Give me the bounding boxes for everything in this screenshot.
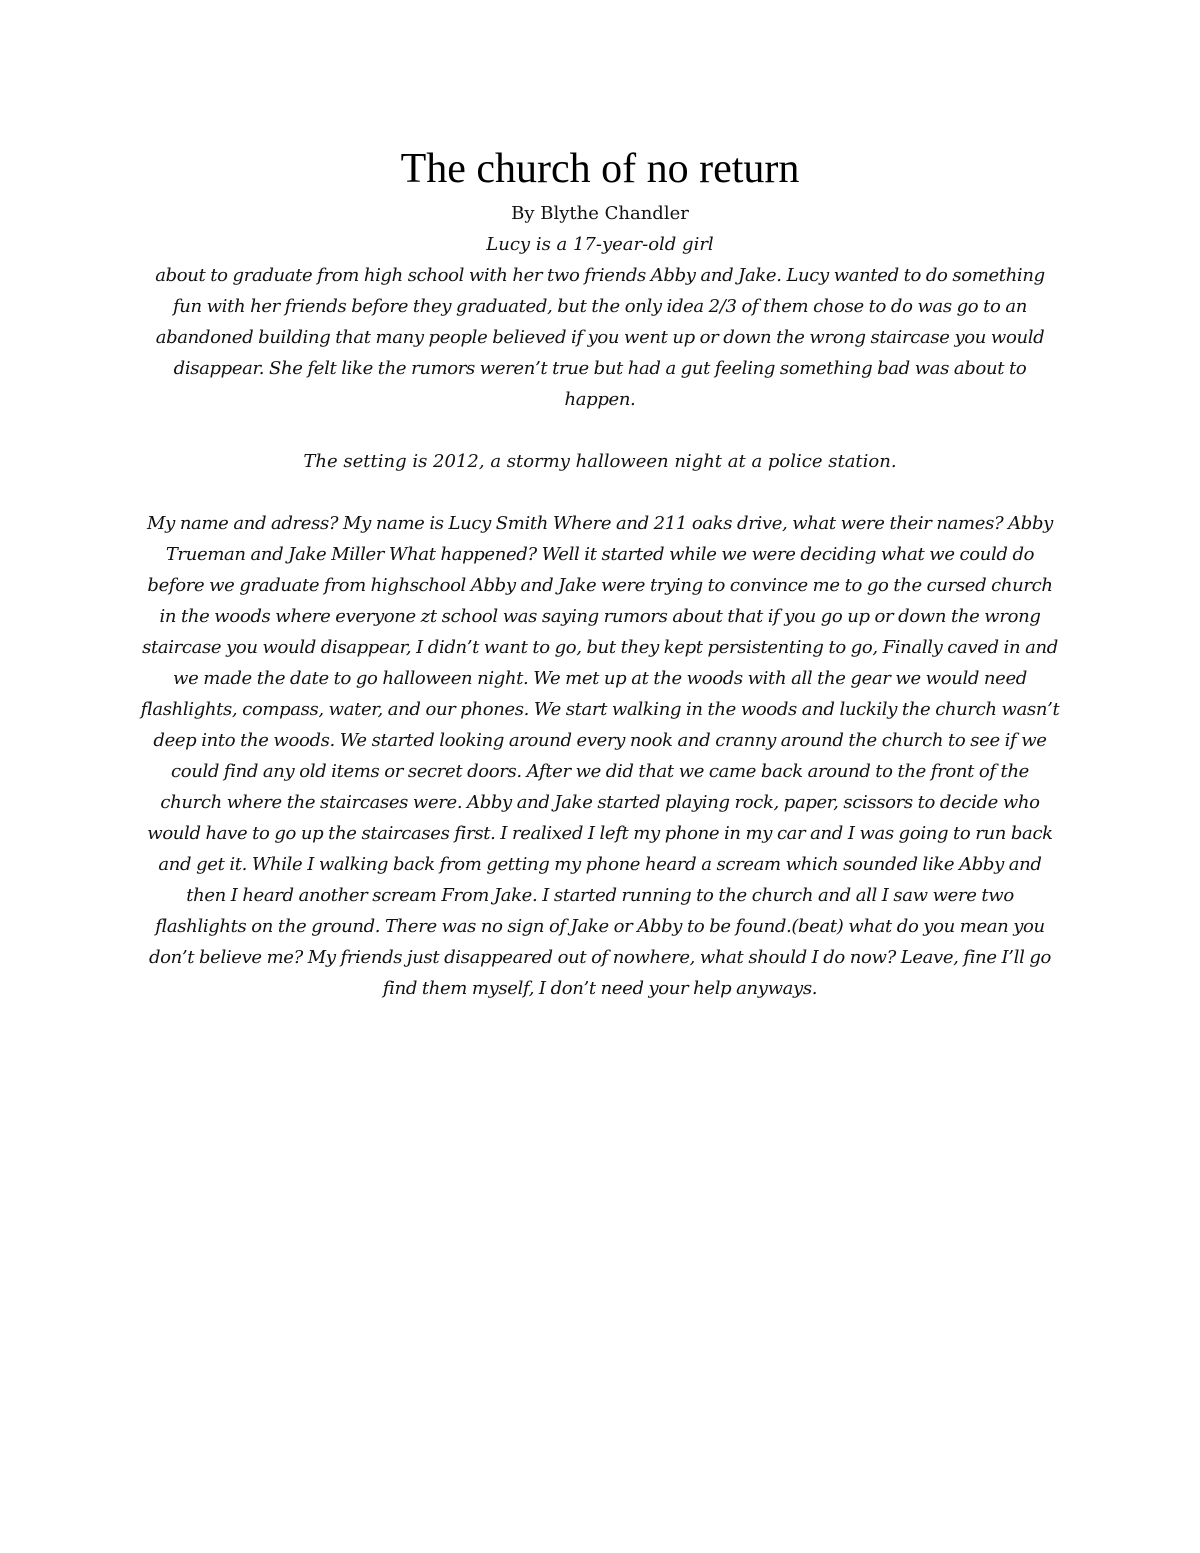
paragraph-gap	[140, 415, 1060, 446]
story-paragraph: My name and adress? My name is Lucy Smith Where and 211 oaks drive, what were their names? Abby Trueman and Jake Miller What happened? Well it started while we were deciding what we could do before we graduate from highschool Abby and Jake were trying to convince me to go the cursed church in the woods where everyone zt school was saying rumors about that if you go up or down the wrong staircase you would disappear, I didn’t want to go, but they kept persistenting to go, Finally caved in and we made the date to go halloween night. We met up at the woods with all the gear we would need flashlights, compass, water, and our phones. We start walking in the woods and luckily the church wasn’t deep into the woods. We started looking around every nook and cranny around the church to see if we could find any old items or secret doors. After we did that we came back around to the front of the church where the staircases were. Abby and Jake started playing rock, paper, scissors to decide who would have to go up the staircases first. I realixed I left my phone in my car and I was going to run back and get it. While I walking back from getting my phone heard a scream which sounded like Abby and then I heard another scream From Jake. I started running to the church and all I saw were two flashlights on the ground. There was no sign of Jake or Abby to be found.(beat) what do you mean you don’t believe me? My friends just disappeared out of nowhere, what should I do now? Leave, fine I’ll go find them myself, I don’t need your help anyways.	[140, 513, 1060, 999]
document-body	[140, 143, 1060, 1004]
document-title: The church of no return	[400, 146, 800, 192]
setting-line: The setting is 2012, a stormy halloween night at a police station.	[303, 451, 897, 472]
author-byline: By Blythe Chandler	[511, 203, 689, 224]
intro-line: Lucy is a 17-year-old girl	[486, 234, 714, 255]
intro-paragraph: about to graduate from high school with her two friends Abby and Jake. Lucy wanted to do something fun with her friends before they graduated, but the only idea 2/3 of them chose to do was go to an abandoned building that many people believed if you went up or down the wrong staircase you would disappear. She felt like the rumors weren’t true but had a gut feeling something bad was about to happen.	[155, 265, 1045, 410]
paragraph-gap	[140, 477, 1060, 508]
